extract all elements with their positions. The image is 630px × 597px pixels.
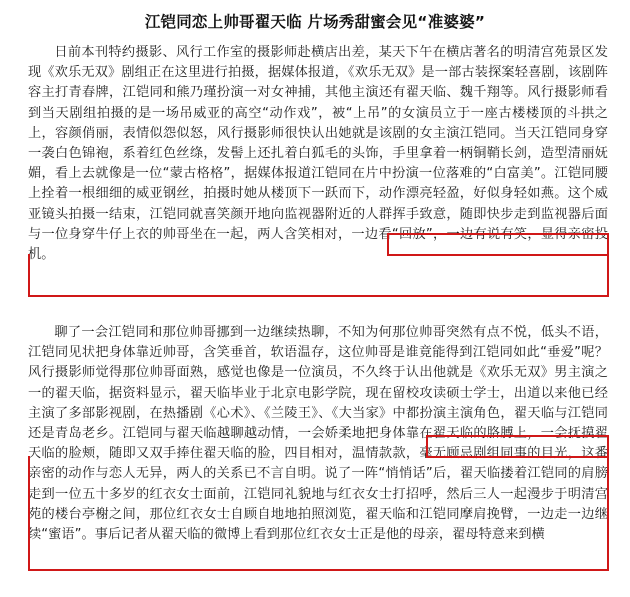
- paragraph-1: [28, 43, 608, 265]
- paragraph-2-tail: 事后记者从翟天临的微博上看到那位红衣女士正是他的母亲，翟母特意来到横: [94, 527, 545, 543]
- paragraph-2: [28, 323, 608, 545]
- paragraph-2-highlight: 江铠同与翟天临越聊越动情，一会娇柔地把身体靠在翟天临的胳膊上，一会抚摸翟天临的脸颊，随即又双手捧住翟天临的脸，四目相对，温情款款，毫无顾忌剧组同事的目光，这番亲密的动作与恋人无异，两人的关系已不言自明。说了一阵“悄悄话”后，翟天临搂着江铠同的肩膀走到一位五十多岁的红衣女士面前，江铠同礼貌地与红衣女士打招呼，然后三人一起漫步于明清宫苑的楼台亭榭之间，那位红衣女士自顾自地地拍照浏览，翟天临和江铠同摩肩挽臂，一边走一边继续“蜜语”。: [28, 426, 608, 543]
- paragraph-2-text: 聊了一会江铠同和那位帅哥挪到一边继续热聊，不知为何那位帅哥突然有点不悦，低头不语，江铠同见状把身体靠近帅哥，含笑垂首，软语温存，这位帅哥是谁竟能得到江铠同如此“垂爱”呢？风行摄影师觉得那位帅哥面熟，感觉也像是一位演员，不久终于认出他就是《欢乐无双》男主演之一的翟天临，据资料显示，翟天临毕业于北京电影学院，现在留校攻读硕士学士，出道以来他已经主演了多部影视剧，在热播剧《心术》、《兰陵王》、《大当家》中都扮演主演角色，翟天临与江铠同还是青岛老乡。: [28, 325, 608, 442]
- paragraph-1-text: 日前本刊特约摄影、风行工作室的摄影师赴横店出差，某天下午在横店著名的明清宫苑景区发现《欢乐无双》剧组正在这里进行拍摄，据媒体报道，《欢乐无双》是一部古装探案轻喜剧，该剧阵容主打青春牌，江铠同和熊乃瑾扮演一对女神捕，其他主演还有翟天临、魏千翔等。风行摄影师看到当天剧组拍摄的是一场吊威亚的高空“动作戏”，被“上吊”的女演员立于一座古楼楼顶的斗拱之上，容颜俏丽，表情似怨似怒，风行摄影师很快认出她就是该剧的女主演江铠同。当天江铠同身穿一袭白色锦袍，系着红色丝绦，发髻上还扎着白狐毛的头饰，手里拿着一柄铜鞘长剑，造型清丽妩媚，看上去就像是一位“蒙古格格”，据媒体报道江铠同在片中扮演一位落难的“白富美”。江铠同腰上拴着一根细细的威亚钢丝，拍摄时她从楼顶下一跃而下，动作漂亮轻盈，好似身轻如燕。: [28, 45, 608, 202]
- article-title: 江铠同恋上帅哥翟天临 片场秀甜蜜会见“准婆婆”: [144, 13, 486, 31]
- paragraph-1-highlight: 这个威亚镜头拍摄一结束，江铠同就喜笑颜开地向监视器附近的人群挥手致意，随即快步走到监视器后面与一位身穿牛仔上衣的帅哥坐在一起，两人含笑相对，一边看“回放”，一边有说有笑，显得亲密投机。: [28, 186, 608, 263]
